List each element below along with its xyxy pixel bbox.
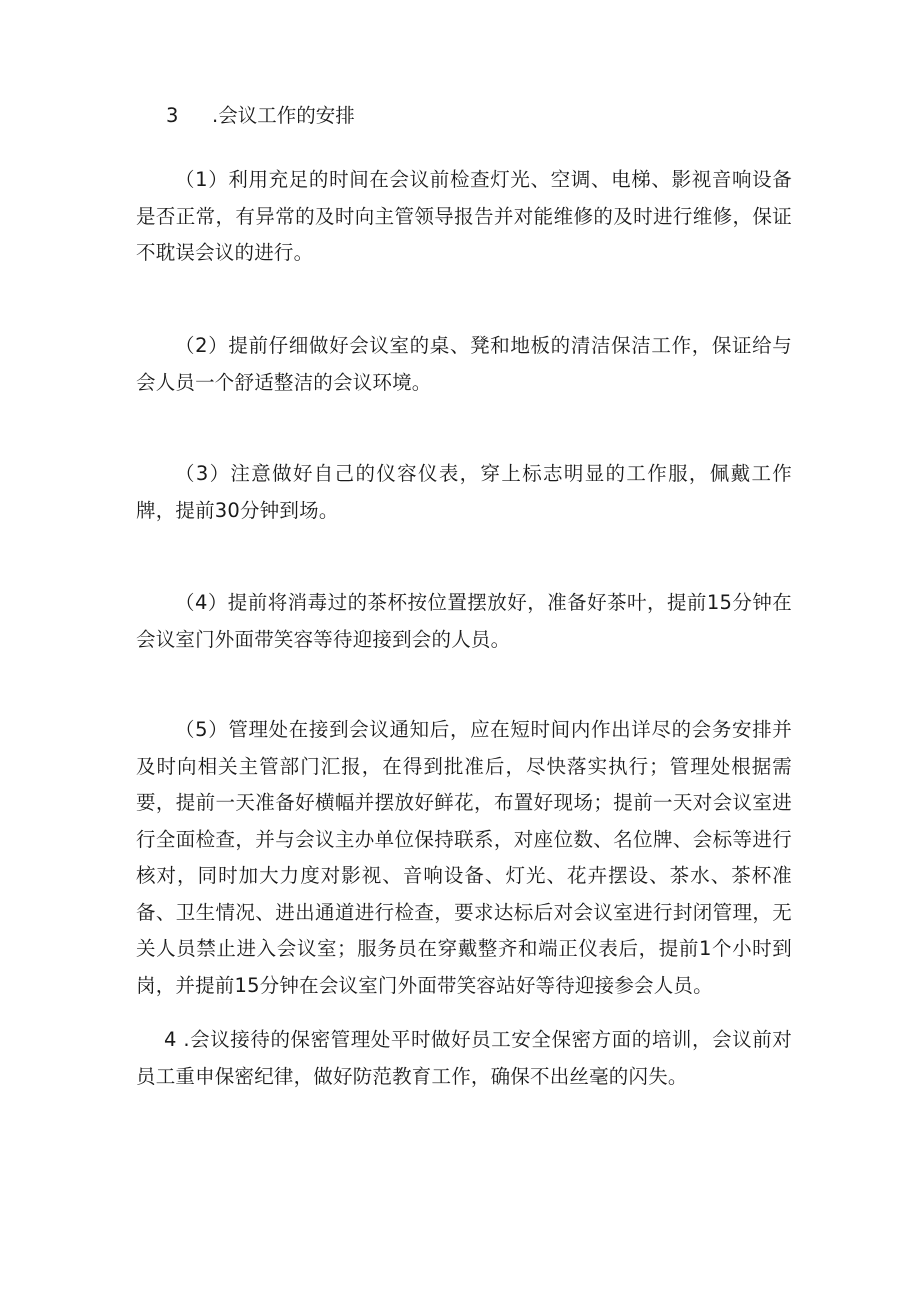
paragraph-item-2: （2）提前仔细做好会议室的桌、凳和地板的清洁保洁工作，保证给与会人员一个舒适整洁的会议环境。	[136, 334, 792, 394]
paragraph-item-1: （1）利用充足的时间在会议前检查灯光、空调、电梯、影视音响设备是否正常，有异常的及时向主管领导报告并对能维修的及时进行维修，保证不耽误会议的进行。	[136, 168, 792, 264]
section-3-heading	[166, 98, 355, 134]
section-3-number: 3	[166, 104, 179, 127]
section-3-title: .会议工作的安排	[212, 104, 355, 127]
paragraph-item-4: （4）提前将消毒过的茶杯按位置摆放好，准备好茶叶，提前15分钟在会议室门外面带笑容等待迎接到会的人员。	[136, 591, 792, 651]
paragraph-item-3: （3）注意做好自己的仪容仪表，穿上标志明显的工作服，佩戴工作牌，提前30分钟到场。	[136, 462, 792, 522]
section-4-paragraph: 4 .会议接待的保密管理处平时做好员工安全保密方面的培训，会议前对员工重申保密纪律，做好防范教育工作，确保不出丝毫的闪失。	[136, 1028, 792, 1088]
paragraph-item-5: （5）管理处在接到会议通知后，应在短时间内作出详尽的会务安排并及时向相关主管部门汇报，在得到批准后，尽快落实执行；管理处根据需要，提前一天准备好横幅并摆放好鲜花，布置好现场；提前一天对会议室进行全面检查，并与会议主办单位保持联系，对座位数、名位牌、会标等进行核对，同时加大力度对影视、音响设备、灯光、花卉摆设、茶水、茶杯准备、卫生情况、进出通道进行检查，要求达标后对会议室进行封闭管理，无关人员禁止进入会议室；服务员在穿戴整齐和端正仪表后，提前1个小时到岗，并提前15分钟在会议室门外面带笑容站好等待迎接参会人员。	[136, 718, 792, 997]
